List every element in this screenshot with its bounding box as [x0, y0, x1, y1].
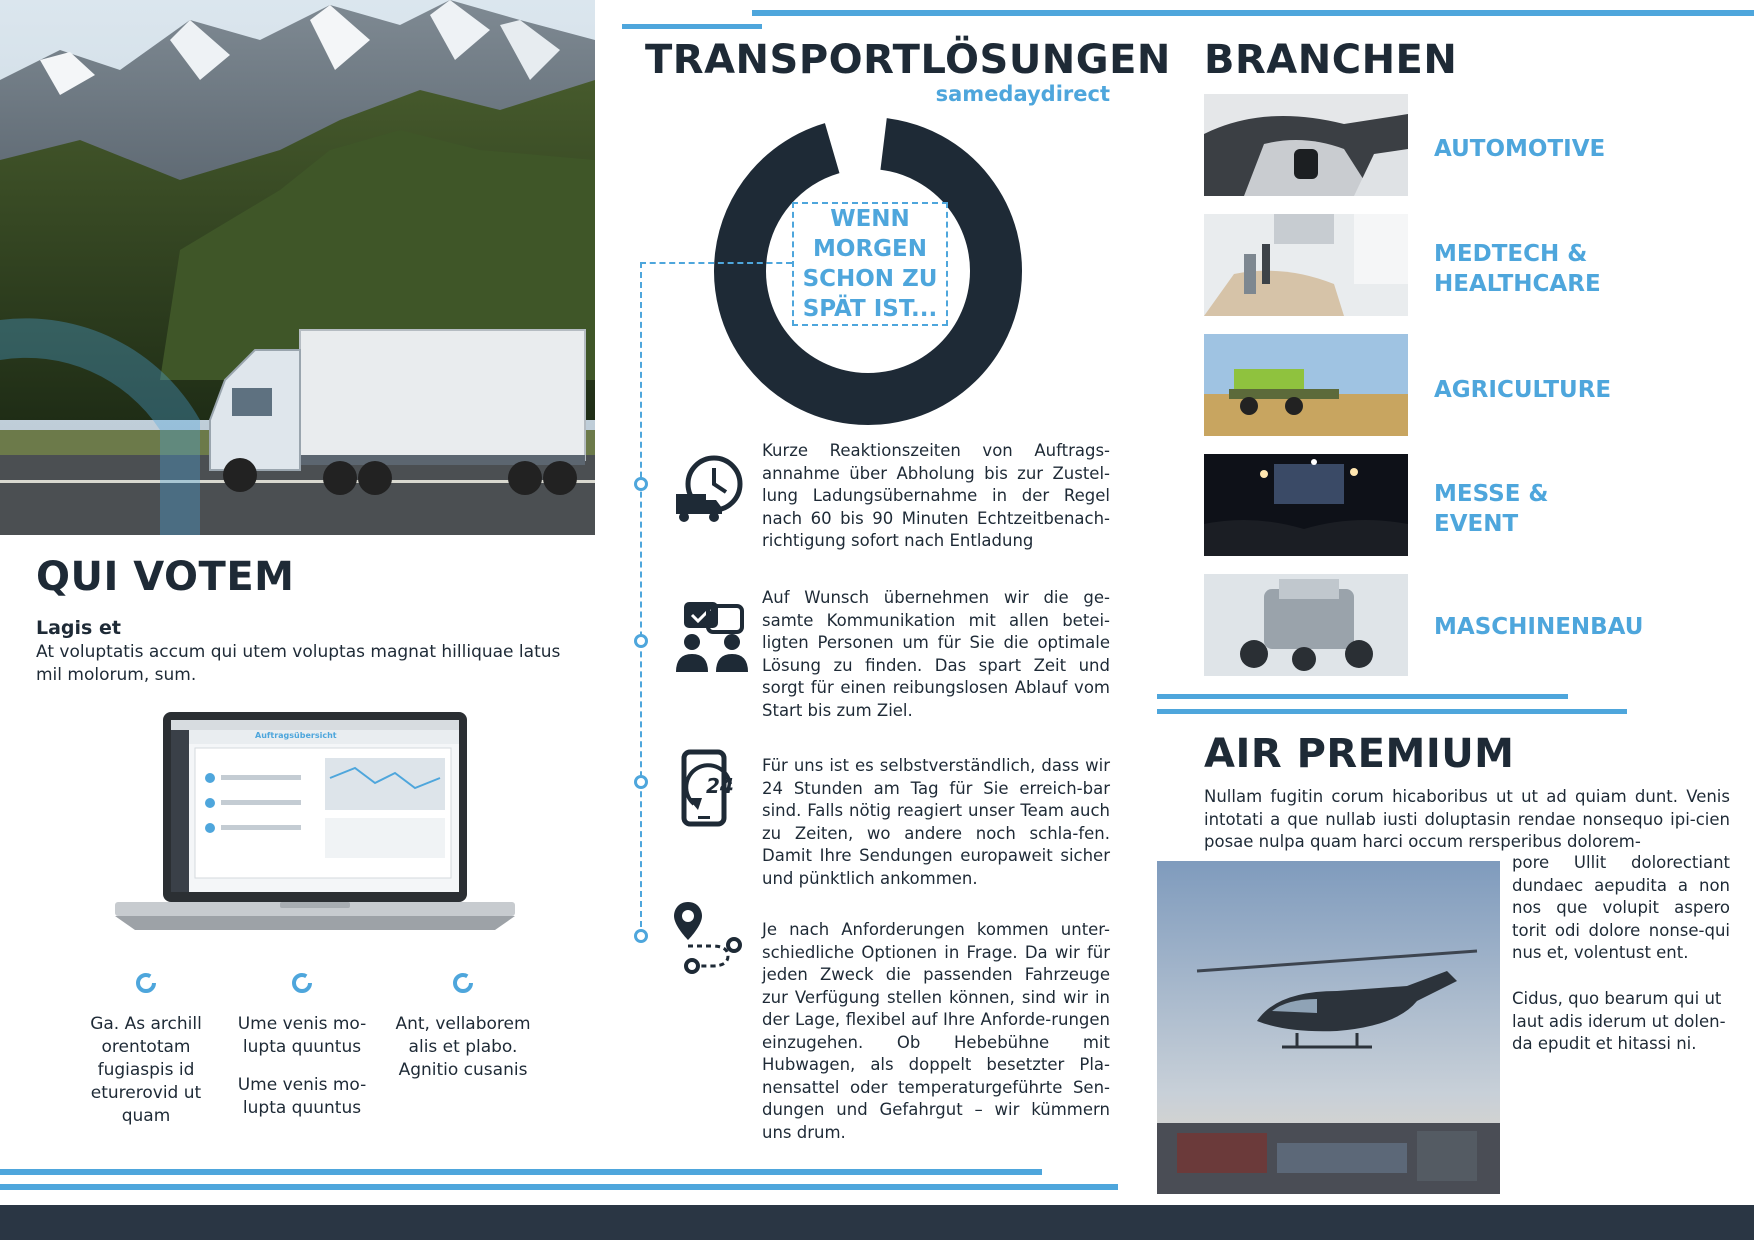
feature-text-2: Ume venis mo-lupta quuntus — [237, 1014, 367, 1057]
bottom-accent-bar-2 — [0, 1184, 1118, 1190]
ring-callout-label: WENN MORGEN SCHON ZU SPÄT IST... — [802, 206, 938, 322]
info-text-availability: Für uns ist es selbstverständlich, dass wir 24 Stunden am Tag für Sie erreich-bar sind. Falls nötig reagiert unser Team auch zu Zeiten, wo andere noch schla-fen. Damit Ihre Sendungen europaweit sicher und pünktlich ankommen. — [762, 756, 1110, 888]
branch-label-medtech: MEDTECH & — [1434, 241, 1588, 267]
event-photo — [1204, 454, 1408, 556]
phone-24-label: 24 — [706, 774, 734, 798]
timeline-dot — [634, 477, 648, 491]
branch-label-automotive: AUTOMOTIVE — [1434, 136, 1606, 162]
machinery-photo — [1204, 574, 1408, 676]
footer-band — [0, 1205, 1754, 1240]
route-pin-icon — [672, 898, 752, 978]
brand-name: samedaydirect — [935, 82, 1110, 106]
lagis-intro-text: At voluptatis accum qui utem voluptas magnat hilliquae latus mil molorum, sum. — [36, 642, 561, 685]
timeline-dot — [634, 929, 648, 943]
feature-text-3: Ant, vellaborem alis et plabo. Agnitio cusanis — [395, 1014, 531, 1080]
timeline-connector-line — [640, 262, 792, 264]
agriculture-photo — [1204, 334, 1408, 436]
air-premium-text-3: Cidus, quo bearum qui ut laut adis iderum ut dolen-da epudit et hitassi ni. — [1512, 989, 1726, 1053]
medtech-photo — [1204, 214, 1408, 316]
feature-text-1: Ga. As archill orentotam fugiaspis id eturerovid ut quam — [90, 1014, 202, 1126]
people-chat-icon — [672, 598, 752, 678]
air-premium-text-1: Nullam fugitin corum hicaboribus ut ut ad quiam dunt. Venis intotati a que nullab iusti doluptasin rendae nonsequo ipi-cien posae nulpa quam harci occum rersperibus dolorem- — [1204, 787, 1730, 851]
branchen-separator-1 — [1157, 694, 1568, 699]
air-premium-text-2: pore Ullit dolorectiant dundaec aepudita a non nos que volupit aspero torit odi dolore nonse-qui nus et, volentust ent. — [1512, 853, 1730, 962]
branchen-title: BRANCHEN — [1204, 37, 1458, 83]
bottom-accent-bar-1 — [0, 1169, 1042, 1175]
loading-ring-icon — [135, 972, 157, 994]
info-text-reaction-times: Kurze Reaktionszeiten von Auftrags-annahme über Abholung bis zur Zustel-lung Ladungsübernahme in der Regel nach 60 bis 90 Minuten Echtzeitbenach-richtigung sofort nach Entladung — [762, 441, 1110, 550]
mountain-truck-photo — [0, 0, 595, 535]
timeline-dot — [634, 634, 648, 648]
branch-label-agriculture: AGRICULTURE — [1434, 377, 1612, 403]
branch-label-messe: MESSE & — [1434, 481, 1549, 507]
loading-ring-icon — [291, 972, 313, 994]
branch-label-event: EVENT — [1434, 511, 1519, 537]
branch-label-healthcare: HEALTHCARE — [1434, 271, 1601, 297]
transportloesungen-title: TRANSPORTLÖSUNGEN — [645, 37, 1171, 83]
info-text-vehicle-options: Je nach Anforderungen kommen unter-schiedliche Optionen in Frage. Da wir für jeden Zweck die passenden Fahrzeuge zur Verfügung stellen können, sind wir in der Lage, flexibel auf Ihre Anforde-rungen einzugehen. Ob Hebebühne mit Hubwagen, als doppelt besetzter Pla-nensattel oder temperaturgeführte Sen-dungen und Gefahrgut – wir kümmern uns drum. — [762, 920, 1110, 1142]
timeline-dashed-line — [640, 262, 642, 937]
top-accent-bar-long — [752, 10, 1754, 16]
info-text-communication: Auf Wunsch übernehmen wir die ge-samte Kommunikation mit allen betei-ligten Personen um für Sie die optimale Lösung zu finden. Das spart Zeit und sorgt für einen reibungslosen Ablauf vom Start bis zum Ziel. — [762, 588, 1110, 720]
air-premium-title: AIR PREMIUM — [1204, 731, 1515, 777]
phone-24-icon — [672, 748, 752, 828]
branch-label-maschinenbau: MASCHINENBAU — [1434, 614, 1644, 640]
helicopter-photo — [1157, 861, 1500, 1194]
qui-votem-title: QUI VOTEM — [36, 554, 295, 600]
timeline-dot — [634, 775, 648, 789]
feature-text-2b: Ume venis mo-lupta quuntus — [237, 1075, 367, 1118]
loading-ring-icon — [452, 972, 474, 994]
laptop-screen-header: Auftragsübersicht — [255, 731, 337, 740]
branchen-separator-2 — [1157, 709, 1627, 714]
clock-truck-icon — [672, 450, 752, 530]
laptop-mockup — [115, 708, 515, 938]
top-accent-bar-short — [622, 24, 762, 29]
automotive-photo — [1204, 94, 1408, 196]
lagis-subtitle: Lagis et — [36, 617, 121, 639]
ring-callout-box — [792, 202, 948, 326]
